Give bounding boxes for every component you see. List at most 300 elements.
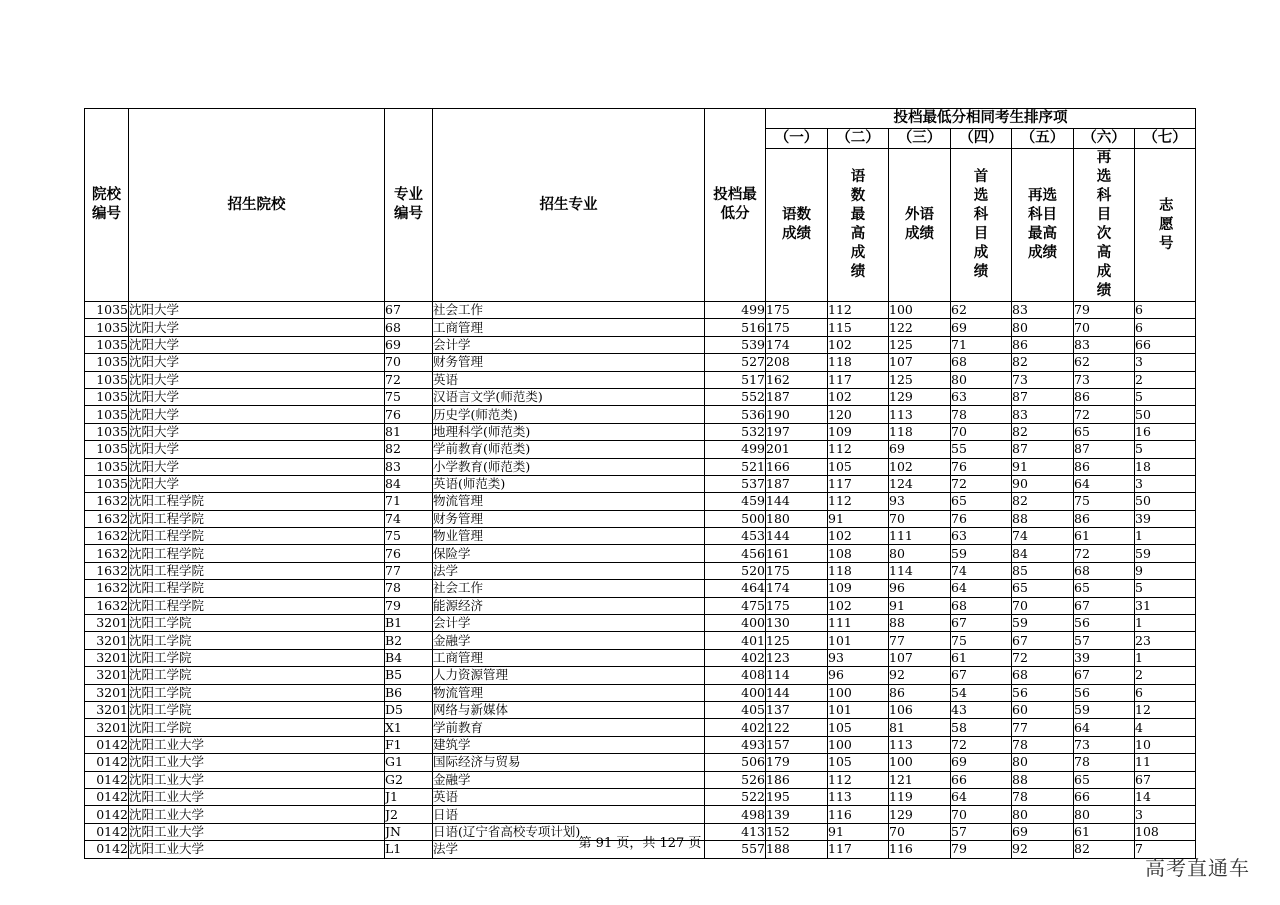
score-yushu-max-cell: 96 xyxy=(828,667,889,684)
score-yushu-cell: 130 xyxy=(766,615,828,632)
score-yushu-cell: 152 xyxy=(766,823,828,840)
header-tiebreak-group: 投档最低分相同考生排序项 xyxy=(766,109,1196,129)
score-second-next-cell: 67 xyxy=(1074,597,1135,614)
wish-number-cell: 108 xyxy=(1135,823,1196,840)
score-yushu-cell: 187 xyxy=(766,388,828,405)
major-code-cell: 81 xyxy=(385,423,433,440)
score-second-max-cell: 83 xyxy=(1012,302,1074,319)
score-second-max-cell: 78 xyxy=(1012,736,1074,753)
score-second-max-cell: 73 xyxy=(1012,371,1074,388)
score-second-max-cell: 91 xyxy=(1012,458,1074,475)
score-second-max-cell: 86 xyxy=(1012,336,1074,353)
table-row xyxy=(85,458,1196,475)
school-name-cell: 沈阳工业大学 xyxy=(129,754,385,771)
wish-number-cell: 1 xyxy=(1135,615,1196,632)
school-name-cell: 沈阳工学院 xyxy=(129,615,385,632)
score-second-next-cell: 65 xyxy=(1074,580,1135,597)
min-score-cell: 532 xyxy=(705,423,766,440)
major-name-cell: 汉语言文学(师范类) xyxy=(433,388,705,405)
score-second-next-cell: 73 xyxy=(1074,371,1135,388)
wish-number-cell: 5 xyxy=(1135,441,1196,458)
table-row xyxy=(85,580,1196,597)
school-code-cell: 3201 xyxy=(85,649,129,666)
table-row xyxy=(85,788,1196,805)
major-code-cell: 75 xyxy=(385,528,433,545)
score-first-subject-cell: 69 xyxy=(951,754,1012,771)
score-second-next-cell: 87 xyxy=(1074,441,1135,458)
score-yushu-max-cell: 112 xyxy=(828,771,889,788)
score-foreign-cell: 113 xyxy=(889,736,951,753)
score-second-max-cell: 88 xyxy=(1012,771,1074,788)
min-score-cell: 405 xyxy=(705,701,766,718)
major-code-cell: J2 xyxy=(385,806,433,823)
school-code-cell: 0142 xyxy=(85,823,129,840)
score-yushu-cell: 123 xyxy=(766,649,828,666)
major-name-cell: 学前教育(师范类) xyxy=(433,441,705,458)
score-foreign-cell: 125 xyxy=(889,371,951,388)
table-row xyxy=(85,701,1196,718)
major-code-cell: 68 xyxy=(385,319,433,336)
score-yushu-max-cell: 102 xyxy=(828,388,889,405)
major-name-cell: 人力资源管理 xyxy=(433,667,705,684)
score-yushu-max-cell: 113 xyxy=(828,788,889,805)
wish-number-cell: 2 xyxy=(1135,667,1196,684)
score-second-next-cell: 67 xyxy=(1074,667,1135,684)
table-row xyxy=(85,336,1196,353)
major-code-cell: G1 xyxy=(385,754,433,771)
school-name-cell: 沈阳工程学院 xyxy=(129,580,385,597)
table-row xyxy=(85,371,1196,388)
score-first-subject-cell: 75 xyxy=(951,632,1012,649)
school-name-cell: 沈阳工学院 xyxy=(129,649,385,666)
score-yushu-cell: 175 xyxy=(766,562,828,579)
header-rank-item: 语数最高成绩 xyxy=(828,149,889,302)
score-first-subject-cell: 68 xyxy=(951,597,1012,614)
major-name-cell: 法学 xyxy=(433,841,705,858)
school-name-cell: 沈阳工程学院 xyxy=(129,528,385,545)
score-second-next-cell: 65 xyxy=(1074,423,1135,440)
score-second-next-cell: 64 xyxy=(1074,719,1135,736)
school-code-cell: 3201 xyxy=(85,719,129,736)
table-row xyxy=(85,771,1196,788)
score-foreign-cell: 70 xyxy=(889,823,951,840)
score-first-subject-cell: 70 xyxy=(951,806,1012,823)
score-yushu-max-cell: 105 xyxy=(828,754,889,771)
score-yushu-cell: 208 xyxy=(766,354,828,371)
score-second-next-cell: 39 xyxy=(1074,649,1135,666)
major-name-cell: 建筑学 xyxy=(433,736,705,753)
min-score-cell: 516 xyxy=(705,319,766,336)
wish-number-cell: 23 xyxy=(1135,632,1196,649)
score-first-subject-cell: 80 xyxy=(951,371,1012,388)
score-second-next-cell: 61 xyxy=(1074,823,1135,840)
school-name-cell: 沈阳工学院 xyxy=(129,701,385,718)
school-code-cell: 0142 xyxy=(85,736,129,753)
table-row xyxy=(85,719,1196,736)
score-second-max-cell: 70 xyxy=(1012,597,1074,614)
header-rank-item: 外语成绩 xyxy=(889,149,951,302)
score-foreign-cell: 86 xyxy=(889,684,951,701)
score-yushu-max-cell: 91 xyxy=(828,510,889,527)
table-row xyxy=(85,528,1196,545)
score-second-max-cell: 77 xyxy=(1012,719,1074,736)
school-name-cell: 沈阳工业大学 xyxy=(129,806,385,823)
score-yushu-max-cell: 109 xyxy=(828,423,889,440)
score-foreign-cell: 118 xyxy=(889,423,951,440)
wish-number-cell: 14 xyxy=(1135,788,1196,805)
major-code-cell: 74 xyxy=(385,510,433,527)
wish-number-cell: 31 xyxy=(1135,597,1196,614)
score-yushu-max-cell: 109 xyxy=(828,580,889,597)
watermark: 高考直通车 xyxy=(1145,856,1250,880)
table-row xyxy=(85,684,1196,701)
wish-number-cell: 1 xyxy=(1135,649,1196,666)
major-code-cell: 67 xyxy=(385,302,433,319)
score-first-subject-cell: 61 xyxy=(951,649,1012,666)
table-row xyxy=(85,388,1196,405)
school-code-cell: 0142 xyxy=(85,841,129,858)
score-second-max-cell: 87 xyxy=(1012,441,1074,458)
major-code-cell: 70 xyxy=(385,354,433,371)
school-code-cell: 1035 xyxy=(85,371,129,388)
major-name-cell: 财务管理 xyxy=(433,510,705,527)
score-second-max-cell: 65 xyxy=(1012,580,1074,597)
score-foreign-cell: 113 xyxy=(889,406,951,423)
school-code-cell: 3201 xyxy=(85,684,129,701)
score-second-next-cell: 80 xyxy=(1074,806,1135,823)
score-second-next-cell: 65 xyxy=(1074,771,1135,788)
score-second-next-cell: 59 xyxy=(1074,701,1135,718)
score-second-max-cell: 92 xyxy=(1012,841,1074,858)
score-foreign-cell: 122 xyxy=(889,319,951,336)
school-code-cell: 1035 xyxy=(85,319,129,336)
school-code-cell: 1035 xyxy=(85,475,129,492)
table-row xyxy=(85,667,1196,684)
min-score-cell: 527 xyxy=(705,354,766,371)
score-second-next-cell: 70 xyxy=(1074,319,1135,336)
major-name-cell: 历史学(师范类) xyxy=(433,406,705,423)
table-row xyxy=(85,406,1196,423)
major-name-cell: 地理科学(师范类) xyxy=(433,423,705,440)
score-first-subject-cell: 58 xyxy=(951,719,1012,736)
score-first-subject-cell: 76 xyxy=(951,458,1012,475)
score-foreign-cell: 114 xyxy=(889,562,951,579)
score-foreign-cell: 129 xyxy=(889,388,951,405)
wish-number-cell: 6 xyxy=(1135,302,1196,319)
major-code-cell: 76 xyxy=(385,406,433,423)
score-second-next-cell: 75 xyxy=(1074,493,1135,510)
score-yushu-max-cell: 105 xyxy=(828,458,889,475)
score-yushu-max-cell: 118 xyxy=(828,354,889,371)
score-yushu-cell: 157 xyxy=(766,736,828,753)
wish-number-cell: 6 xyxy=(1135,319,1196,336)
header-min-score: 投档最低分 xyxy=(705,109,766,302)
score-yushu-max-cell: 117 xyxy=(828,841,889,858)
min-score-cell: 552 xyxy=(705,388,766,405)
score-foreign-cell: 107 xyxy=(889,649,951,666)
score-first-subject-cell: 74 xyxy=(951,562,1012,579)
table-row xyxy=(85,302,1196,319)
major-name-cell: 社会工作 xyxy=(433,580,705,597)
table-row xyxy=(85,754,1196,771)
score-second-max-cell: 84 xyxy=(1012,545,1074,562)
wish-number-cell: 50 xyxy=(1135,406,1196,423)
table-row xyxy=(85,354,1196,371)
major-code-cell: 72 xyxy=(385,371,433,388)
school-name-cell: 沈阳大学 xyxy=(129,406,385,423)
score-second-next-cell: 83 xyxy=(1074,336,1135,353)
major-code-cell: L1 xyxy=(385,841,433,858)
score-first-subject-cell: 55 xyxy=(951,441,1012,458)
score-foreign-cell: 125 xyxy=(889,336,951,353)
score-second-max-cell: 74 xyxy=(1012,528,1074,545)
school-code-cell: 0142 xyxy=(85,806,129,823)
min-score-cell: 408 xyxy=(705,667,766,684)
score-yushu-cell: 166 xyxy=(766,458,828,475)
score-foreign-cell: 88 xyxy=(889,615,951,632)
wish-number-cell: 50 xyxy=(1135,493,1196,510)
major-name-cell: 社会工作 xyxy=(433,302,705,319)
table-row xyxy=(85,319,1196,336)
school-code-cell: 3201 xyxy=(85,701,129,718)
wish-number-cell: 3 xyxy=(1135,354,1196,371)
score-first-subject-cell: 70 xyxy=(951,423,1012,440)
score-yushu-max-cell: 117 xyxy=(828,371,889,388)
table-row xyxy=(85,649,1196,666)
table-row xyxy=(85,475,1196,492)
header-rank: （二） xyxy=(828,129,889,149)
header-rank: （三） xyxy=(889,129,951,149)
major-name-cell: 法学 xyxy=(433,562,705,579)
table-row xyxy=(85,441,1196,458)
score-foreign-cell: 70 xyxy=(889,510,951,527)
score-foreign-cell: 100 xyxy=(889,754,951,771)
major-name-cell: 工商管理 xyxy=(433,319,705,336)
school-code-cell: 1035 xyxy=(85,423,129,440)
wish-number-cell: 7 xyxy=(1135,841,1196,858)
score-yushu-cell: 175 xyxy=(766,302,828,319)
table-row xyxy=(85,615,1196,632)
score-first-subject-cell: 65 xyxy=(951,493,1012,510)
score-yushu-max-cell: 102 xyxy=(828,528,889,545)
school-code-cell: 0142 xyxy=(85,771,129,788)
score-foreign-cell: 69 xyxy=(889,441,951,458)
score-second-max-cell: 69 xyxy=(1012,823,1074,840)
score-foreign-cell: 91 xyxy=(889,597,951,614)
score-yushu-max-cell: 117 xyxy=(828,475,889,492)
major-name-cell: 能源经济 xyxy=(433,597,705,614)
score-foreign-cell: 106 xyxy=(889,701,951,718)
major-name-cell: 英语(师范类) xyxy=(433,475,705,492)
major-name-cell: 金融学 xyxy=(433,632,705,649)
score-yushu-cell: 144 xyxy=(766,684,828,701)
score-foreign-cell: 80 xyxy=(889,545,951,562)
score-foreign-cell: 111 xyxy=(889,528,951,545)
score-foreign-cell: 93 xyxy=(889,493,951,510)
min-score-cell: 402 xyxy=(705,719,766,736)
score-yushu-max-cell: 118 xyxy=(828,562,889,579)
score-second-next-cell: 78 xyxy=(1074,754,1135,771)
score-yushu-max-cell: 111 xyxy=(828,615,889,632)
major-name-cell: 学前教育 xyxy=(433,719,705,736)
major-code-cell: G2 xyxy=(385,771,433,788)
school-name-cell: 沈阳工业大学 xyxy=(129,823,385,840)
major-code-cell: J1 xyxy=(385,788,433,805)
major-name-cell: 金融学 xyxy=(433,771,705,788)
score-yushu-cell: 175 xyxy=(766,319,828,336)
header-rank: （四） xyxy=(951,129,1012,149)
score-yushu-cell: 144 xyxy=(766,528,828,545)
score-yushu-max-cell: 115 xyxy=(828,319,889,336)
min-score-cell: 557 xyxy=(705,841,766,858)
major-code-cell: 79 xyxy=(385,597,433,614)
score-yushu-max-cell: 116 xyxy=(828,806,889,823)
score-second-max-cell: 87 xyxy=(1012,388,1074,405)
score-second-max-cell: 78 xyxy=(1012,788,1074,805)
score-first-subject-cell: 69 xyxy=(951,319,1012,336)
major-code-cell: JN xyxy=(385,823,433,840)
wish-number-cell: 1 xyxy=(1135,528,1196,545)
major-name-cell: 日语(辽宁省高校专项计划) xyxy=(433,823,705,840)
table-row xyxy=(85,562,1196,579)
score-first-subject-cell: 43 xyxy=(951,701,1012,718)
wish-number-cell: 11 xyxy=(1135,754,1196,771)
min-score-cell: 522 xyxy=(705,788,766,805)
school-code-cell: 1035 xyxy=(85,336,129,353)
score-yushu-cell: 187 xyxy=(766,475,828,492)
table-row xyxy=(85,545,1196,562)
score-first-subject-cell: 59 xyxy=(951,545,1012,562)
major-name-cell: 物流管理 xyxy=(433,684,705,701)
score-foreign-cell: 81 xyxy=(889,719,951,736)
score-second-max-cell: 80 xyxy=(1012,806,1074,823)
min-score-cell: 459 xyxy=(705,493,766,510)
school-name-cell: 沈阳大学 xyxy=(129,302,385,319)
score-yushu-cell: 180 xyxy=(766,510,828,527)
major-name-cell: 英语 xyxy=(433,371,705,388)
score-yushu-cell: 179 xyxy=(766,754,828,771)
min-score-cell: 464 xyxy=(705,580,766,597)
header-major-name: 招生专业 xyxy=(433,109,705,302)
major-code-cell: X1 xyxy=(385,719,433,736)
major-name-cell: 网络与新媒体 xyxy=(433,701,705,718)
school-name-cell: 沈阳大学 xyxy=(129,319,385,336)
score-yushu-cell: 188 xyxy=(766,841,828,858)
score-yushu-max-cell: 91 xyxy=(828,823,889,840)
score-first-subject-cell: 79 xyxy=(951,841,1012,858)
header-rank: （六） xyxy=(1074,129,1135,149)
major-code-cell: B2 xyxy=(385,632,433,649)
score-yushu-cell: 144 xyxy=(766,493,828,510)
score-second-max-cell: 80 xyxy=(1012,754,1074,771)
school-code-cell: 1632 xyxy=(85,510,129,527)
score-second-next-cell: 64 xyxy=(1074,475,1135,492)
score-second-max-cell: 88 xyxy=(1012,510,1074,527)
min-score-cell: 526 xyxy=(705,771,766,788)
score-second-max-cell: 82 xyxy=(1012,354,1074,371)
table-row xyxy=(85,423,1196,440)
school-name-cell: 沈阳大学 xyxy=(129,441,385,458)
header-rank-item: 志愿号 xyxy=(1135,149,1196,302)
page-footer: 第 91 页，共 127 页 xyxy=(578,836,702,851)
major-code-cell: 71 xyxy=(385,493,433,510)
school-name-cell: 沈阳大学 xyxy=(129,423,385,440)
major-name-cell: 工商管理 xyxy=(433,649,705,666)
score-first-subject-cell: 76 xyxy=(951,510,1012,527)
score-yushu-max-cell: 100 xyxy=(828,684,889,701)
score-first-subject-cell: 67 xyxy=(951,615,1012,632)
score-yushu-max-cell: 108 xyxy=(828,545,889,562)
school-name-cell: 沈阳大学 xyxy=(129,336,385,353)
score-yushu-cell: 174 xyxy=(766,580,828,597)
score-second-max-cell: 83 xyxy=(1012,406,1074,423)
score-foreign-cell: 102 xyxy=(889,458,951,475)
school-code-cell: 1632 xyxy=(85,562,129,579)
score-first-subject-cell: 62 xyxy=(951,302,1012,319)
score-yushu-max-cell: 105 xyxy=(828,719,889,736)
header-rank: （七） xyxy=(1135,129,1196,149)
school-code-cell: 1632 xyxy=(85,597,129,614)
major-code-cell: F1 xyxy=(385,736,433,753)
major-name-cell: 物业管理 xyxy=(433,528,705,545)
score-yushu-max-cell: 93 xyxy=(828,649,889,666)
school-name-cell: 沈阳工程学院 xyxy=(129,510,385,527)
score-second-next-cell: 86 xyxy=(1074,510,1135,527)
min-score-cell: 493 xyxy=(705,736,766,753)
school-name-cell: 沈阳工业大学 xyxy=(129,841,385,858)
school-code-cell: 3201 xyxy=(85,615,129,632)
school-name-cell: 沈阳大学 xyxy=(129,458,385,475)
school-name-cell: 沈阳大学 xyxy=(129,388,385,405)
score-first-subject-cell: 63 xyxy=(951,388,1012,405)
major-name-cell: 英语 xyxy=(433,788,705,805)
wish-number-cell: 5 xyxy=(1135,580,1196,597)
wish-number-cell: 3 xyxy=(1135,806,1196,823)
wish-number-cell: 16 xyxy=(1135,423,1196,440)
score-second-max-cell: 82 xyxy=(1012,493,1074,510)
header-rank-item: 首选科目成绩 xyxy=(951,149,1012,302)
score-foreign-cell: 96 xyxy=(889,580,951,597)
score-second-next-cell: 86 xyxy=(1074,458,1135,475)
school-code-cell: 1632 xyxy=(85,493,129,510)
wish-number-cell: 2 xyxy=(1135,371,1196,388)
score-second-next-cell: 61 xyxy=(1074,528,1135,545)
min-score-cell: 499 xyxy=(705,302,766,319)
school-name-cell: 沈阳工程学院 xyxy=(129,493,385,510)
score-first-subject-cell: 68 xyxy=(951,354,1012,371)
school-code-cell: 1035 xyxy=(85,388,129,405)
wish-number-cell: 18 xyxy=(1135,458,1196,475)
major-code-cell: B6 xyxy=(385,684,433,701)
school-code-cell: 0142 xyxy=(85,754,129,771)
min-score-cell: 506 xyxy=(705,754,766,771)
score-first-subject-cell: 57 xyxy=(951,823,1012,840)
score-yushu-cell: 186 xyxy=(766,771,828,788)
score-second-max-cell: 90 xyxy=(1012,475,1074,492)
score-first-subject-cell: 64 xyxy=(951,580,1012,597)
wish-number-cell: 39 xyxy=(1135,510,1196,527)
score-second-next-cell: 72 xyxy=(1074,545,1135,562)
major-code-cell: 82 xyxy=(385,441,433,458)
score-second-next-cell: 79 xyxy=(1074,302,1135,319)
major-name-cell: 国际经济与贸易 xyxy=(433,754,705,771)
min-score-cell: 499 xyxy=(705,441,766,458)
score-yushu-cell: 125 xyxy=(766,632,828,649)
min-score-cell: 517 xyxy=(705,371,766,388)
score-foreign-cell: 129 xyxy=(889,806,951,823)
score-foreign-cell: 92 xyxy=(889,667,951,684)
table-row xyxy=(85,632,1196,649)
